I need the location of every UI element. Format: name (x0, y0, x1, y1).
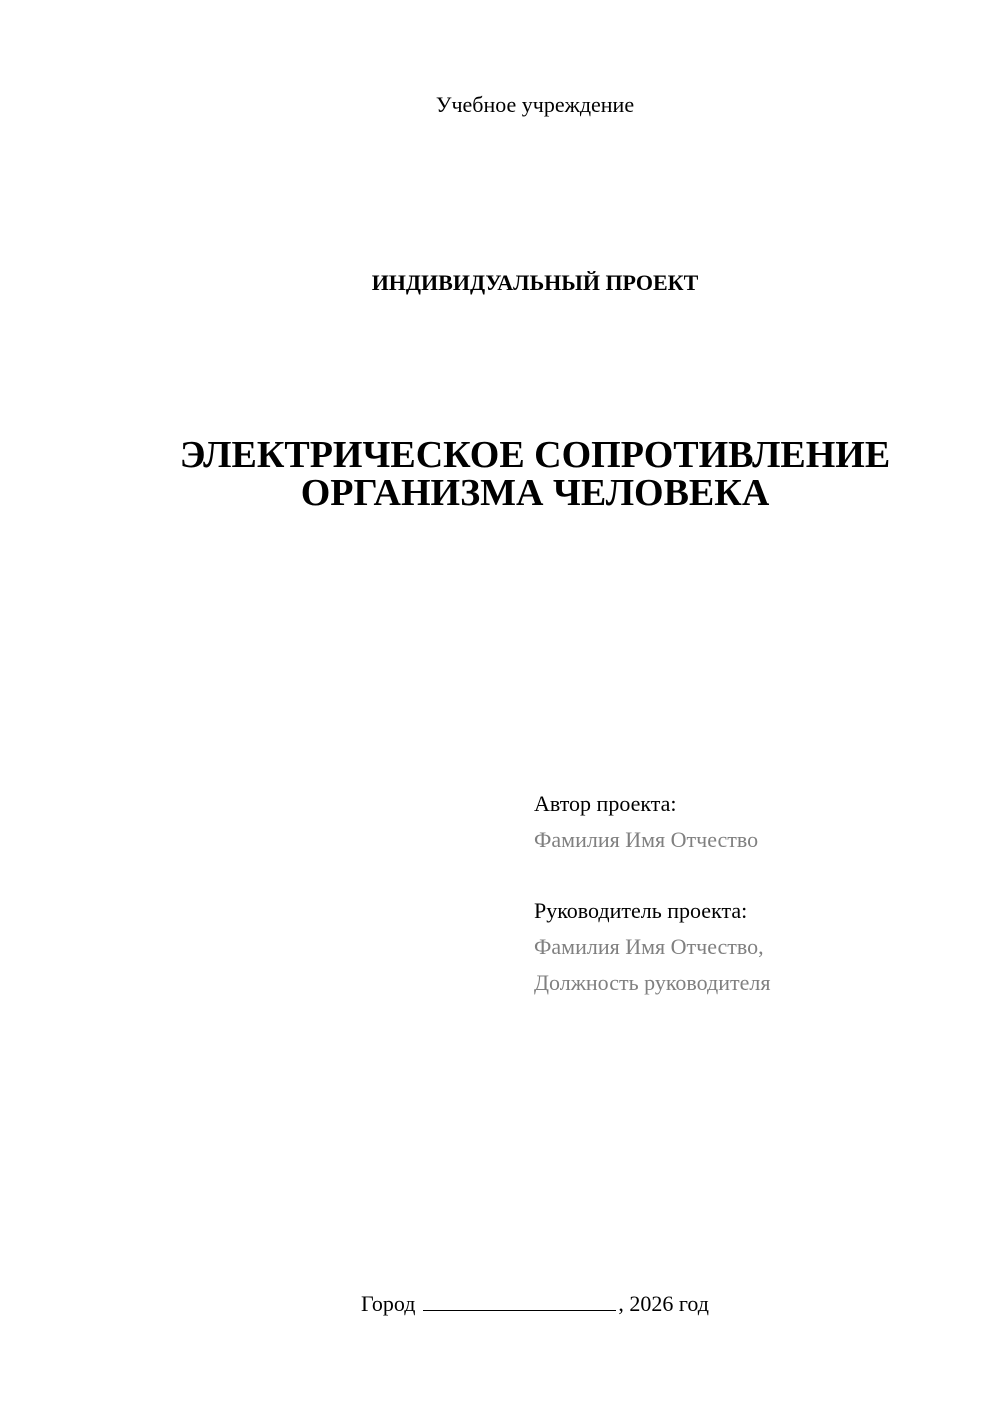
project-title (0, 436, 1000, 512)
project-title-line-1: ЭЛЕКТРИЧЕСКОЕ СОПРОТИВЛЕНИЕ (179, 434, 891, 476)
project-type-heading: ИНДИВИДУАЛЬНЫЙ ПРОЕКТ (371, 270, 699, 295)
author-label: Автор проекта: (534, 791, 677, 816)
institution-name: Учебное учреждение (435, 92, 635, 117)
supervisor-label: Руководитель проекта: (534, 898, 748, 923)
supervisor-position: Должность руководителя (534, 970, 771, 995)
project-title-line-2: ОРГАНИЗМА ЧЕЛОВЕКА (300, 472, 770, 514)
supervisor-block (534, 893, 954, 1001)
city-year-line (0, 1290, 1000, 1318)
author-name: Фамилия Имя Отчество (534, 827, 759, 852)
supervisor-name: Фамилия Имя Отчество, (534, 934, 764, 959)
author-block (534, 786, 954, 858)
year-text: , 2026 год (618, 1291, 709, 1316)
city-blank-underline (423, 1290, 616, 1311)
city-label: Город (361, 1291, 416, 1316)
